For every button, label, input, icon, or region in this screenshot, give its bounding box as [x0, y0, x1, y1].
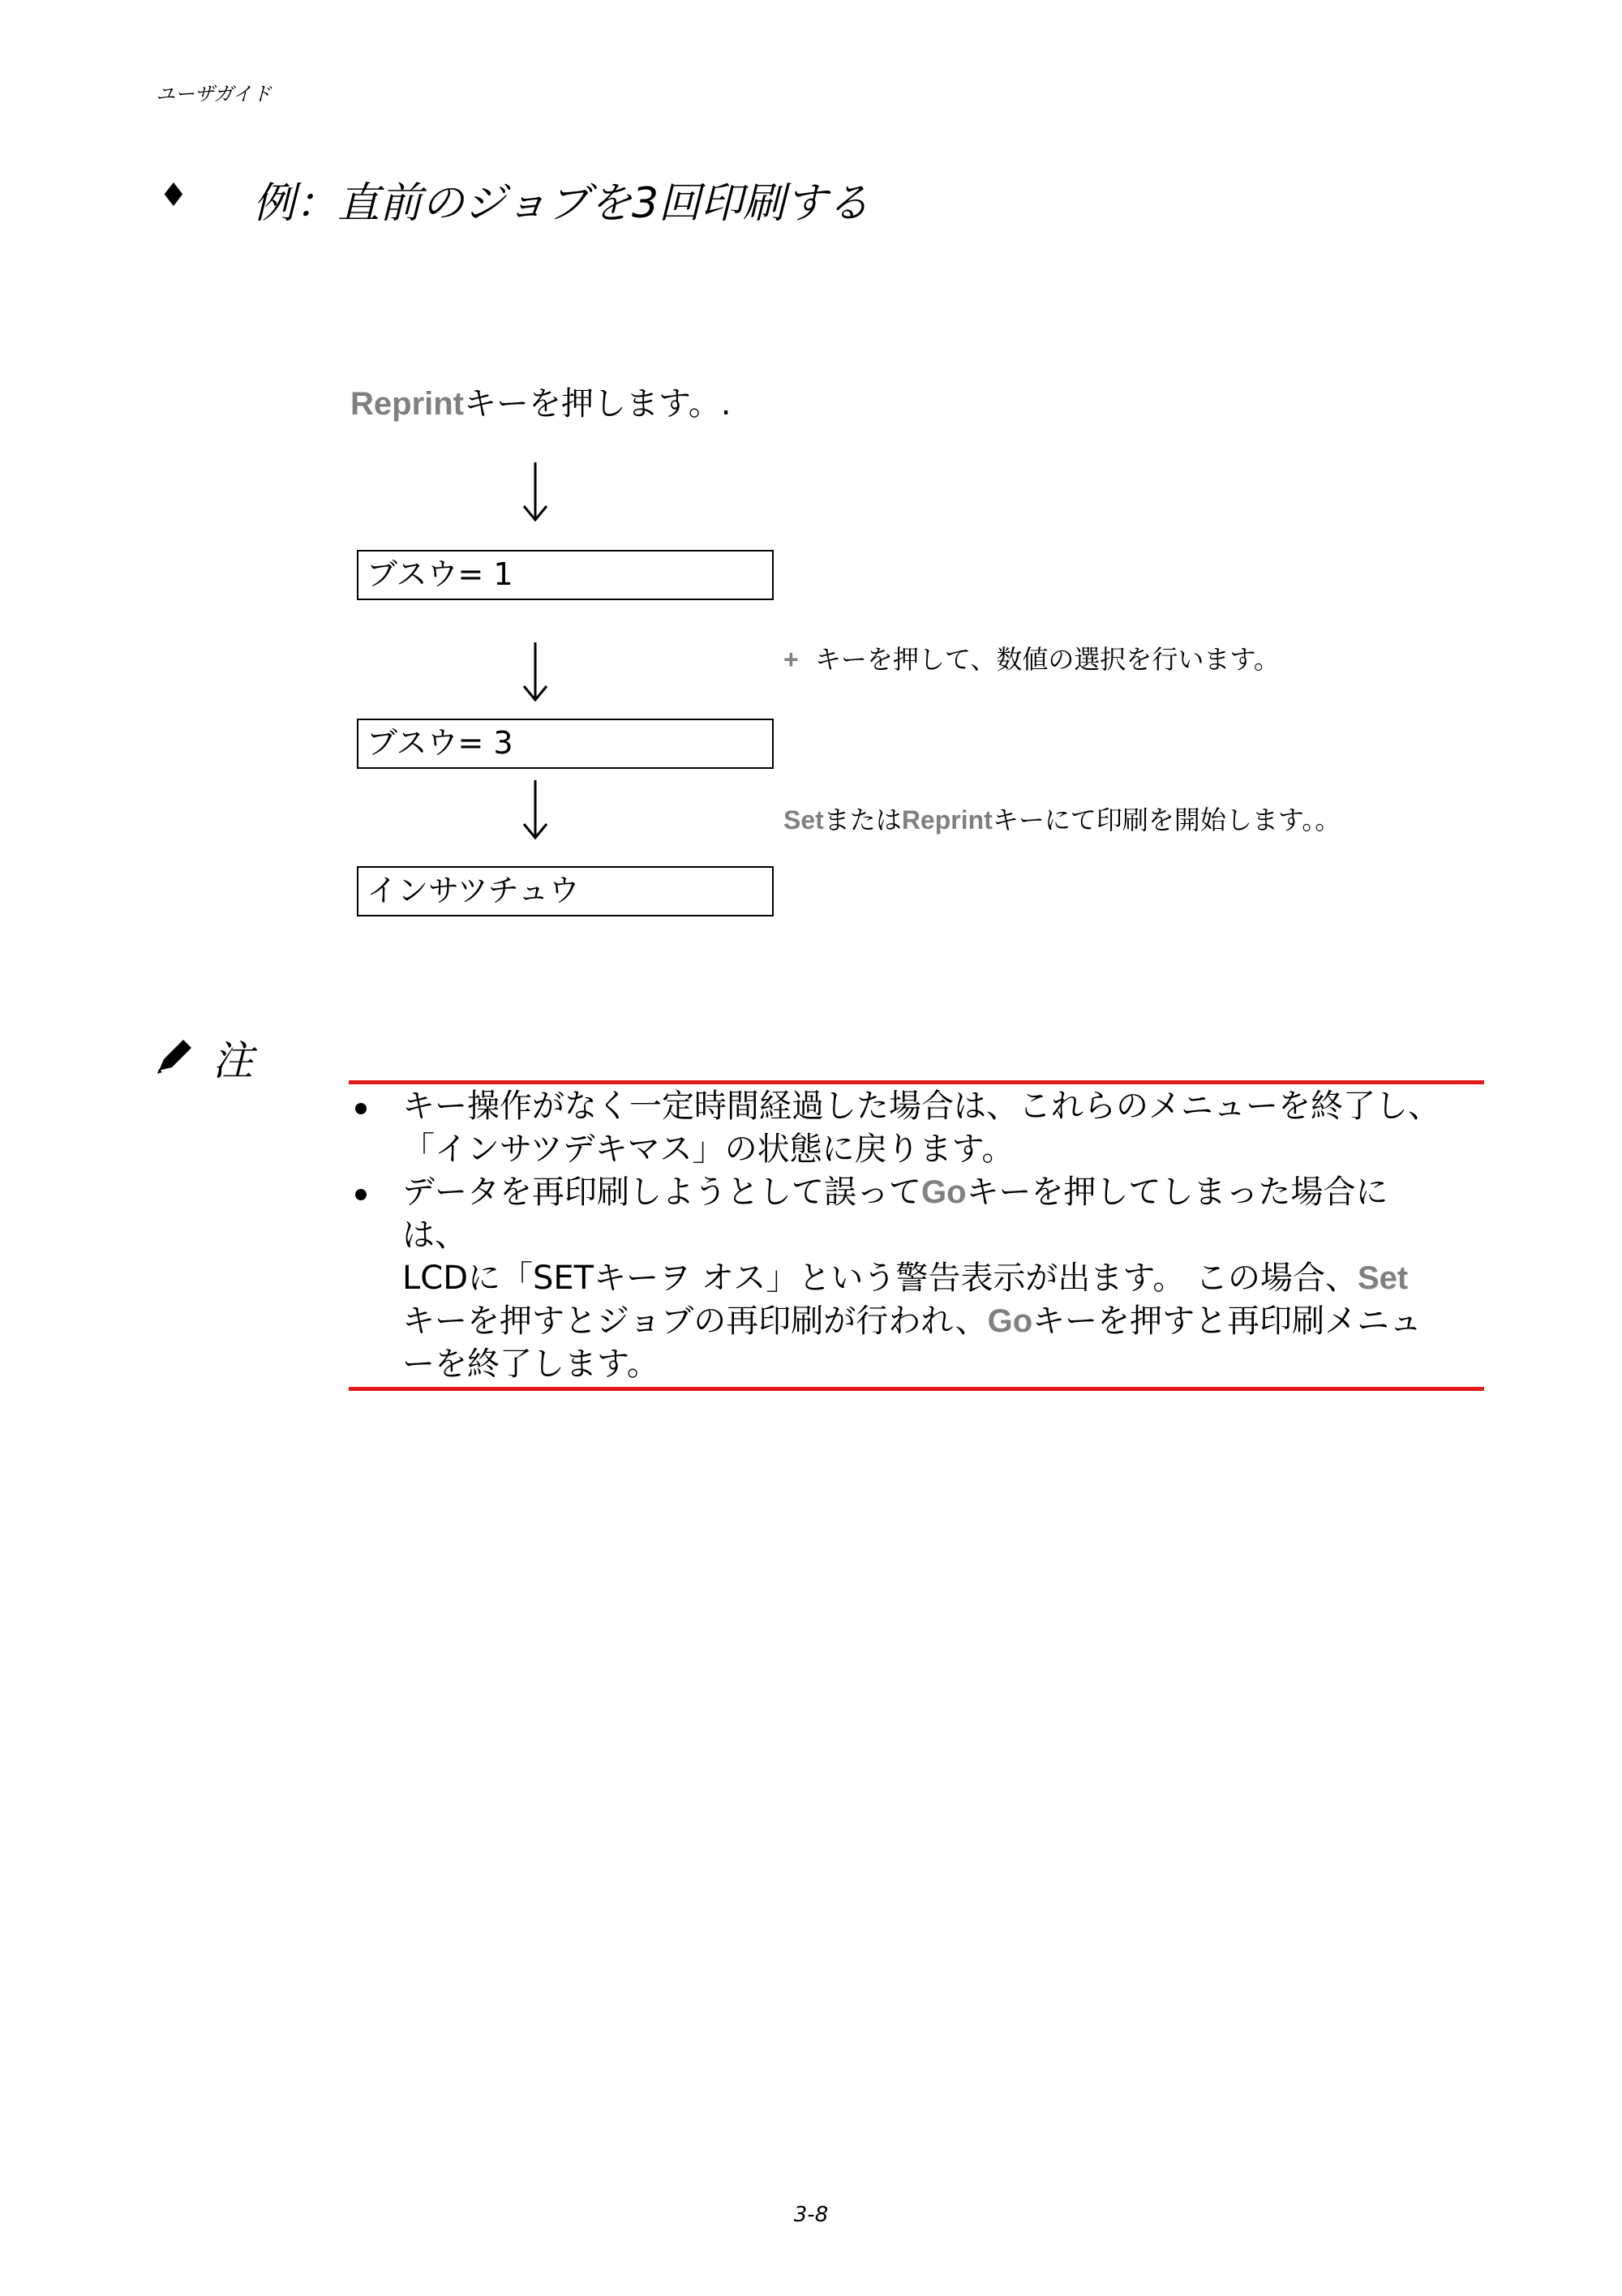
step-reprint-instruction [350, 378, 732, 424]
bullet-dot-icon [355, 1189, 367, 1200]
reprint-key-label: Reprint [901, 805, 993, 835]
plus-key-label: + [783, 645, 799, 674]
step-reprint-text: キーを押します。. [464, 385, 732, 423]
plus-key-text: キーを押して、数値の選択を行います。 [815, 644, 1280, 675]
down-arrow-icon [519, 641, 551, 702]
down-arrow-icon [519, 779, 551, 840]
note-list [349, 1085, 1484, 1386]
down-arrow-icon [519, 461, 551, 522]
bullet-dot-icon [355, 1103, 367, 1114]
note-item-line: ーを終了します。 [402, 1345, 659, 1383]
reprint-key-label: Reprint [350, 386, 464, 422]
plus-key-instruction [783, 639, 1280, 676]
set-key-label: Set [1357, 1260, 1409, 1296]
or-text: または [823, 805, 902, 835]
note-item-line: データを再印刷しようとして誤ってGoキーを押してしまった場合に [402, 1174, 1388, 1211]
note-top-rule [349, 1080, 1484, 1084]
start-print-text: キーにて印刷を開始します。。 [992, 805, 1341, 835]
running-header: ユーザガイド [156, 83, 272, 105]
note-item-line: 「インサツデキマス」の状態に戻ります。 [402, 1131, 1015, 1168]
note-item [349, 1171, 1484, 1386]
lcd-display-copies-1: ブスウ= 1 [357, 550, 774, 600]
go-key-label: Go [921, 1174, 967, 1210]
lcd-display-copies-3: ブスウ= 3 [357, 719, 774, 769]
note-item-line: キーを押すとジョブの再印刷が行われ、Goキーを押すと再印刷メニュ [402, 1302, 1422, 1340]
note-item-line: キー操作がなく一定時間経過した場合は、これらのメニューを終了し、 [402, 1088, 1440, 1125]
section-title: 例：直前のジョブを3回印刷する [253, 179, 870, 228]
lcd-display-printing: インサツチュウ [357, 866, 774, 916]
note-bottom-rule [349, 1387, 1484, 1391]
go-key-label: Go [987, 1303, 1033, 1339]
page-number: 3-8 [793, 2203, 829, 2227]
note-item-line: は、 [402, 1217, 467, 1254]
note-item-line: LCDに「SETキーヲ オス」という警告表示が出ます。 この場合、Set [402, 1260, 1409, 1297]
note-label: 注 [212, 1037, 253, 1084]
set-reprint-instruction [783, 800, 1341, 837]
set-key-label: Set [783, 805, 824, 835]
diamond-bullet-icon: ♦ [159, 177, 188, 214]
note-item [349, 1085, 1484, 1171]
pencil-note-icon [154, 1035, 196, 1077]
